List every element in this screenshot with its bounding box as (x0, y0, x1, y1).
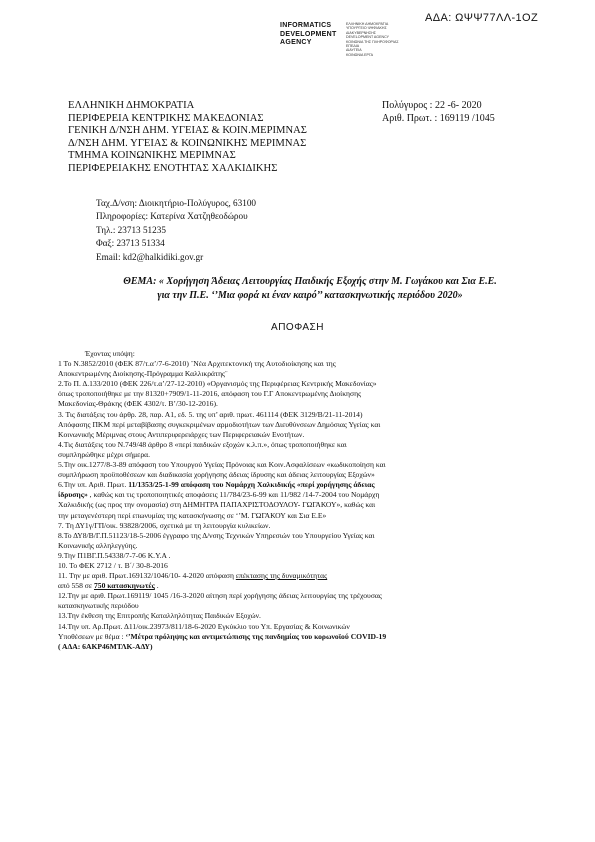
subject-line: για την Π.Ε. ‘’Μια φορά κι έναν καιρό’’ κατασκηνωτικής περιόδου 2020» (157, 289, 463, 301)
body-line: Κοινωνικής Μέριμνας στους Αντιπεριφερειάρχες των Περιφερειακών Ενοτήτων. (58, 429, 305, 439)
contact-email: Email: kd2@halkidiki.gov.gr (96, 251, 204, 262)
header-line: ΓΕΝΙΚΗ Δ/ΝΣΗ ΔΗΜ. ΥΓΕΙΑΣ & ΚΟΙΝ.ΜΕΡΙΜΝΑΣ (68, 125, 307, 137)
body-line: 11. Την με αριθ. Πρωτ.169132/1046/10- 4-2020 απόφαση επέκτασης της δυναμικότητας (58, 571, 328, 581)
body-line: 8.Το ΔΥ8/Β/Γ.Π.51123/18-5-2006 έγγραφο της Δ/νσης Τεχνικών Υπηρεσιών του Υπουργείου Υγείας και (58, 530, 375, 540)
contact-phone: Τηλ.: 23713 51235 (96, 224, 166, 235)
logo-subtext: ΕΛΛΗΝΙΚΗ ΔΗΜΟΚΡΑΤΙΑ ΥΠΟΥΡΓΕΙΟ ΨΗΦΙΑΚΗΣ ΔΙΑΚΥΒΕΡΝΗΣΗΣ DEVELOPMENT AGENCY ΚΟΙΝΩΝΙΑ ΤΗΣ ΠΛΗΡΟΦΟΡΙΑΣ ΕΠΕΔΙΑ ΔΙΑΥΓΕΙΑ ΚΟΙΝΩΝΙΑ ΕΡΓΑ (346, 22, 399, 57)
considering-heading: Έχοντας υπόψη: (85, 349, 135, 358)
body-line: Μακεδονίας-Θράκης (ΦΕΚ 4302/τ. Β’/30-12-2016). (58, 399, 218, 409)
body-line: 2.Το Π. Δ.133/2010 (ΦΕΚ 226/τ.α’/27-12-2010) «Οργανισμός της Περιφέρειας Κεντρικής Μακεδονίας» (58, 379, 377, 389)
header-line: ΤΜΗΜΑ ΚΟΙΝΩΝΙΚΗΣ ΜΕΡΙΜΝΑΣ (68, 150, 236, 162)
body-line: Αποκεντρωμένης Διοίκησης-Πρόγραμμα Καλλικράτης¨ (58, 369, 228, 379)
body-line: Υποθέσεων με θέμα : ‘’Μέτρα πρόληψης και αντιμετώπισης της πανδημίας του κορωνοϊού COVID-19 (58, 631, 387, 641)
body-line: ( ΑΔΑ: 6ΑΚΡ46ΜΤΛΚ-ΑΔΥ) (58, 641, 153, 651)
body-line: Χαλκιδικής (ως προς την ονομασία) στη ΔΗΜΗΤΡΑ ΠΑΠΑΧΡΙΣΤΟΔΟΥΛΟΥ- ΓΩΓΑΚΟΥ», καθώς και (58, 500, 376, 510)
contact-details (96, 197, 256, 264)
issuing-authority (68, 100, 307, 176)
contact-fax: Φαξ: 23713 51334 (96, 238, 165, 249)
body-line: Απόφασης ΠΚΜ περί μεταβίβασης συγκεκριμένων αρμοδιοτήτων των Διευθύνσεων Δημόσιας Υγείας και (58, 419, 381, 429)
body-line: συμπληρώθηκε μέχρι σήμερα. (58, 449, 151, 459)
body-line: ίδρυσης» , καθώς και τις τροποποιητικές αποφάσεις 11/784/23-6-99 και 11/982 /14-7-2004 του Νομάρχη (58, 490, 380, 500)
body-line: 9.Την Π1ΒΓ.Π.54338/7-7-06 Κ.Υ.Α . (58, 550, 171, 560)
body-line: 14.Την υπ. Αρ.Πρωτ. Δ11/οικ.23973/811/18-6-2020 Εγκύκλιο του Υπ. Εργασίας & Κοινωνικών (58, 621, 350, 631)
subject (60, 275, 560, 302)
header-line: ΠΕΡΙΦΕΡΕΙΑ ΚΕΝΤΡΙΚΗΣ ΜΑΚΕΔΟΝΙΑΣ (68, 112, 264, 124)
document-body (58, 349, 566, 652)
body-line: 6.Την υπ. Αριθ. Πρωτ. 11/1353/25-1-99 απόφαση του Νομάρχη Χαλκιδικής «περί χορήγησης άδειας (58, 480, 375, 490)
protocol-number: Αριθ. Πρωτ. : 169119 /1045 (382, 112, 495, 124)
body-line: 7. Τη ΔΥ1γ/ΓΠ/οικ. 93828/2006, σχετικά με τη λειτουργία κυλικείων. (58, 520, 271, 530)
body-line: 5.Την οικ.1277/8-3-89 απόφαση του Υπουργού Υγείας Πρόνοιας και Κοιν.Ασφαλίσεων «κωδικοποίηση και (58, 460, 386, 470)
diavgeia-logo (280, 22, 480, 62)
body-line: από 558 σε 750 κατασκηνωτές . (58, 581, 159, 591)
body-line: όπως τροποποιήθηκε με την 81320+7909/1-11-2016, απόφαση του Γ.Γ Αποκεντρωμένης Διοίκησης (58, 389, 362, 399)
body-line: 4.Τις διατάξεις του Ν.749/48 άρθρο 8 «περί παιδικών εξοχών κ.λ.π.», όπως τροποποιήθηκε και (58, 439, 347, 449)
contact-address: Ταχ.Δ/νση: Διοικητήριο-Πολύγυρος, 63100 (96, 198, 257, 208)
body-line: την μεταγενέστερη περί επωνυμίας της κατασκήνωσης σε ‘’Μ. ΓΩΓΑΚΟΥ και Σια Ε.Ε» (58, 510, 327, 520)
contact-person: Πληροφορίες: Κατερίνα Χατζηθεοδώρου (96, 211, 248, 222)
logo-title: INFORMATICS DEVELOPMENT AGENCY (280, 22, 337, 47)
body-line: 1 Το Ν.3852/2010 (ΦΕΚ 87/τ.α’/7-6-2010) ¨Νέα Αρχιτεκτονική της Αυτοδιοίκησης και της (58, 359, 336, 369)
body-line: κατασκηνωτικής περιόδου (58, 601, 139, 611)
header-line: ΕΛΛΗΝΙΚΗ ΔΗΜΟΚΡΑΤΙΑ (68, 100, 195, 111)
place-date: Πολύγυρος : 22 -6- 2020 (382, 100, 482, 111)
header-line: ΠΕΡΙΦΕΡΕΙΑΚΗΣ ΕΝΟΤΗΤΑΣ ΧΑΛΚΙΔΙΚΗΣ (68, 162, 278, 174)
body-line: 3. Τις διατάξεις του άρθρ. 28, παρ. Α1, εδ. 5. της υπ’ αριθ. πρωτ. 461114 (ΦΕΚ 3129/Β/21-11-2014) (58, 409, 363, 419)
document-meta (382, 100, 495, 125)
body-line: 13.Την έκθεση της Επιτροπής Καταλληλότητας Παιδικών Εξοχών. (58, 611, 261, 621)
body-line: 12.Την με αριθ. Πρωτ.169119/ 1045 /16-3-2020 αίτηση περί χορήγησης άδειας λειτουργίας της τρέχουσας (58, 591, 382, 601)
subject-line: ΘΕΜΑ: « Χορήγηση Άδειας Λειτουργίας Παιδικής Εξοχής στην Μ. Γωγάκου και Σια Ε.Ε. (123, 276, 497, 287)
header-line: Δ/ΝΣΗ ΔΗΜ. ΥΓΕΙΑΣ & ΚΟΙΝΩΝΙΚΗΣ ΜΕΡΙΜΝΑΣ (68, 137, 307, 149)
decision-title: ΑΠΟΦΑΣΗ (271, 322, 324, 333)
ada-code: ΑΔΑ: ΩΨΨ77ΛΛ-1ΟΖ (425, 12, 539, 24)
body-line: συμπλήρωση προϋποθέσεων και διαδικασία χορήγησης άδειας ίδρυσης και άδειας λειτουργίας Εξοχών» (58, 470, 375, 480)
body-line: 10. Το ΦΕΚ 2712 / τ. Β΄/ 30-8-2016 (58, 560, 168, 570)
body-line: Κοινωνικής αλληλεγγύης. (58, 540, 138, 550)
